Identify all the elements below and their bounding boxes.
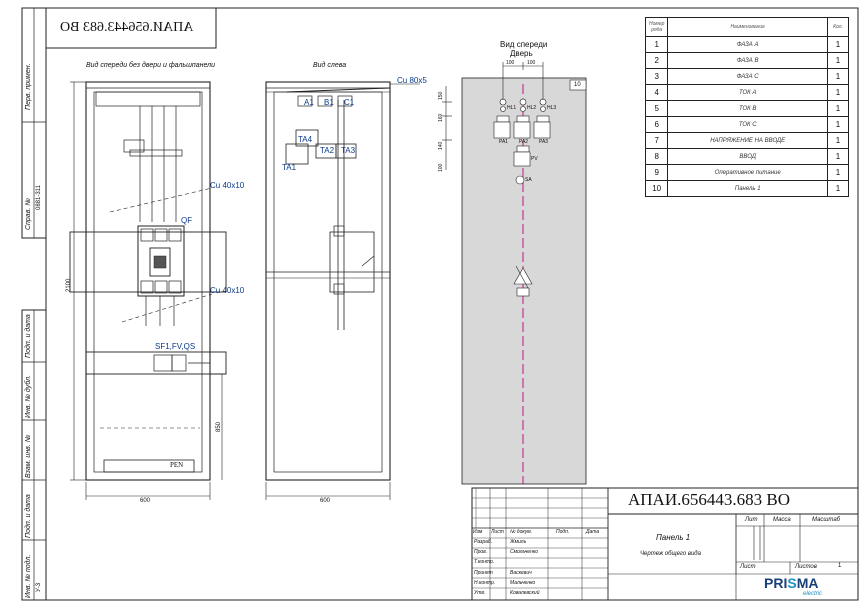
spec-num: 7 bbox=[646, 133, 668, 149]
dim-100b: 100 bbox=[527, 60, 536, 66]
tb-scale: Масштаб bbox=[812, 517, 841, 523]
label-pen: PEN bbox=[170, 461, 184, 469]
spec-row bbox=[646, 165, 849, 181]
spec-qty: 1 bbox=[828, 181, 849, 197]
dim-100c: 100 bbox=[438, 163, 444, 172]
view-door-title-1: Вид спереди bbox=[500, 40, 548, 49]
doc-code: АПАИ.656443.683 ВО bbox=[628, 490, 790, 509]
label-ta3: TA3 bbox=[341, 146, 356, 155]
strip-podp-2: Подп. и дата bbox=[25, 494, 32, 538]
spec-num: 1 bbox=[646, 37, 668, 53]
spec-name: ФАЗА B bbox=[668, 53, 828, 69]
view-front-title: Вид спереди без двери и фальшпанели bbox=[86, 62, 216, 69]
spec-num: 9 bbox=[646, 165, 668, 181]
label-a1: A1 bbox=[304, 98, 314, 107]
dim-100a: 100 bbox=[506, 60, 515, 66]
spec-qty: 1 bbox=[828, 117, 849, 133]
tb-role: Н.контр. bbox=[474, 580, 496, 586]
logo-electric: electric bbox=[803, 591, 823, 597]
spec-num: 8 bbox=[646, 149, 668, 165]
spec-name: ТОК B bbox=[668, 101, 828, 117]
label-cu-40x10-top: Cu 40x10 bbox=[210, 181, 245, 190]
mirrored-doc-code: АПАИ.656443.683 ВО bbox=[60, 20, 194, 35]
tb-role: Утв. bbox=[474, 590, 486, 596]
spec-num: 3 bbox=[646, 69, 668, 85]
strip-vzam: Взам. инв. № bbox=[25, 434, 32, 478]
tb-drawing: Чертеж общего вида bbox=[640, 551, 701, 557]
spec-header-row bbox=[646, 18, 849, 37]
spec-name: НАПРЯЖЕНИЕ НА ВВОДЕ bbox=[668, 133, 828, 149]
tb-panel: Панель 1 bbox=[656, 533, 691, 542]
label-sa: SA bbox=[525, 177, 532, 183]
spec-qty: 1 bbox=[828, 85, 849, 101]
label-cu-80x5: Cu 80x5 bbox=[397, 76, 427, 85]
tb-lit: Лит bbox=[745, 517, 758, 523]
tb-sheet: Лист bbox=[740, 564, 756, 570]
tb-person: Васкевич bbox=[510, 570, 532, 576]
label-pa2: PA2 bbox=[519, 139, 529, 145]
label-ta2: TA2 bbox=[320, 146, 335, 155]
strip-bottom: У-3 bbox=[36, 582, 42, 592]
spec-qty: 1 bbox=[828, 69, 849, 85]
strip-podp-1: Подп. и дата bbox=[25, 314, 32, 358]
label-c1: C1 bbox=[344, 98, 355, 107]
spec-header-num: Номер ряда bbox=[646, 18, 668, 37]
label-hl2: HL2 bbox=[527, 105, 537, 111]
tb-sheets-count: 1 bbox=[838, 563, 842, 569]
tb-col-doc: № докум. bbox=[510, 529, 533, 535]
logo-pri: PRI bbox=[764, 575, 788, 591]
label-pa3: PA3 bbox=[539, 139, 549, 145]
tb-role: Т.контр. bbox=[474, 559, 495, 565]
label-b1: B1 bbox=[324, 98, 334, 107]
label-door-num: 10 bbox=[574, 82, 581, 88]
label-hl3: HL3 bbox=[547, 105, 557, 111]
front-dimensions bbox=[70, 82, 226, 500]
tb-mass: Масса bbox=[773, 517, 791, 523]
dim-150: 150 bbox=[438, 91, 444, 100]
label-hl1: HL1 bbox=[507, 105, 517, 111]
strip-perv-primen: Перв. примен. bbox=[25, 63, 32, 110]
dim-140: 140 bbox=[438, 141, 444, 150]
tb-person: Смольченко bbox=[510, 549, 538, 555]
strip-num: 0881-311 bbox=[36, 185, 42, 210]
spec-name: ФАЗА А bbox=[668, 37, 828, 53]
dim-160: 160 bbox=[438, 113, 444, 122]
spec-row bbox=[646, 101, 849, 117]
strip-inv-dubl: Инв. № дубл. bbox=[25, 374, 32, 418]
spec-header-name: Наименование bbox=[668, 18, 828, 37]
tb-role: Принят bbox=[474, 570, 493, 576]
spec-header-qty: Кол. bbox=[828, 18, 849, 37]
tb-col-list: Лист bbox=[491, 529, 504, 535]
spec-num: 10 bbox=[646, 181, 668, 197]
spec-num: 6 bbox=[646, 117, 668, 133]
label-qf: QF bbox=[181, 216, 193, 225]
dim-850: 850 bbox=[216, 421, 222, 432]
label-ta4: TA4 bbox=[298, 135, 313, 144]
spec-qty: 1 bbox=[828, 37, 849, 53]
spec-num: 4 bbox=[646, 85, 668, 101]
tb-sheets: Листов bbox=[795, 564, 817, 570]
spec-qty: 1 bbox=[828, 133, 849, 149]
logo-s: S bbox=[787, 575, 797, 591]
spec-qty: 1 bbox=[828, 149, 849, 165]
logo-prisma bbox=[764, 575, 818, 591]
spec-qty: 1 bbox=[828, 101, 849, 117]
spec-name: ВВОД bbox=[668, 149, 828, 165]
tb-col-izm: Изм bbox=[473, 529, 483, 535]
spec-num: 5 bbox=[646, 101, 668, 117]
view-door-title-2: Дверь bbox=[510, 49, 533, 58]
side-view-cabinet bbox=[266, 82, 390, 480]
tb-role: Разраб. bbox=[474, 539, 493, 545]
spec-name: ФАЗА C bbox=[668, 69, 828, 85]
label-pa1: PA1 bbox=[499, 139, 509, 145]
tb-person: Ковалевский bbox=[510, 590, 540, 596]
spec-name: Оперативное питание bbox=[668, 165, 828, 181]
spec-row bbox=[646, 85, 849, 101]
tb-col-date: Дата bbox=[586, 529, 600, 535]
spec-row bbox=[646, 149, 849, 165]
tb-person: Жмиль bbox=[510, 539, 527, 545]
label-sf: SF1,FV,QS bbox=[155, 342, 196, 351]
spec-qty: 1 bbox=[828, 165, 849, 181]
spec-row bbox=[646, 181, 849, 197]
tb-col-sign: Подп. bbox=[556, 529, 570, 535]
spec-num: 2 bbox=[646, 53, 668, 69]
tb-person: Мальченко bbox=[510, 580, 536, 586]
label-cu-40x10-bot: Cu 40x10 bbox=[210, 286, 245, 295]
label-pv: PV bbox=[531, 156, 538, 162]
spec-name: ТОК А bbox=[668, 85, 828, 101]
label-ta1: TA1 bbox=[282, 163, 297, 172]
spec-qty: 1 bbox=[828, 53, 849, 69]
spec-row bbox=[646, 37, 849, 53]
tb-role: Пров. bbox=[474, 549, 488, 555]
spec-row bbox=[646, 117, 849, 133]
view-left-title: Вид слева bbox=[313, 62, 347, 69]
spec-table bbox=[645, 17, 849, 197]
spec-row bbox=[646, 53, 849, 69]
spec-name: Панель 1 bbox=[668, 181, 828, 197]
front-view-cabinet bbox=[70, 82, 226, 480]
logo-ma: MA bbox=[796, 575, 819, 591]
spec-row bbox=[646, 133, 849, 149]
spec-row bbox=[646, 69, 849, 85]
strip-inv-podl: Инв. № подл. bbox=[25, 554, 32, 598]
spec-name: ТОК C bbox=[668, 117, 828, 133]
dim-height: 2100 bbox=[66, 278, 72, 292]
dim-width-side: 600 bbox=[320, 498, 331, 504]
dim-width-front: 600 bbox=[140, 498, 151, 504]
strip-sprav: Справ. № bbox=[25, 198, 32, 230]
